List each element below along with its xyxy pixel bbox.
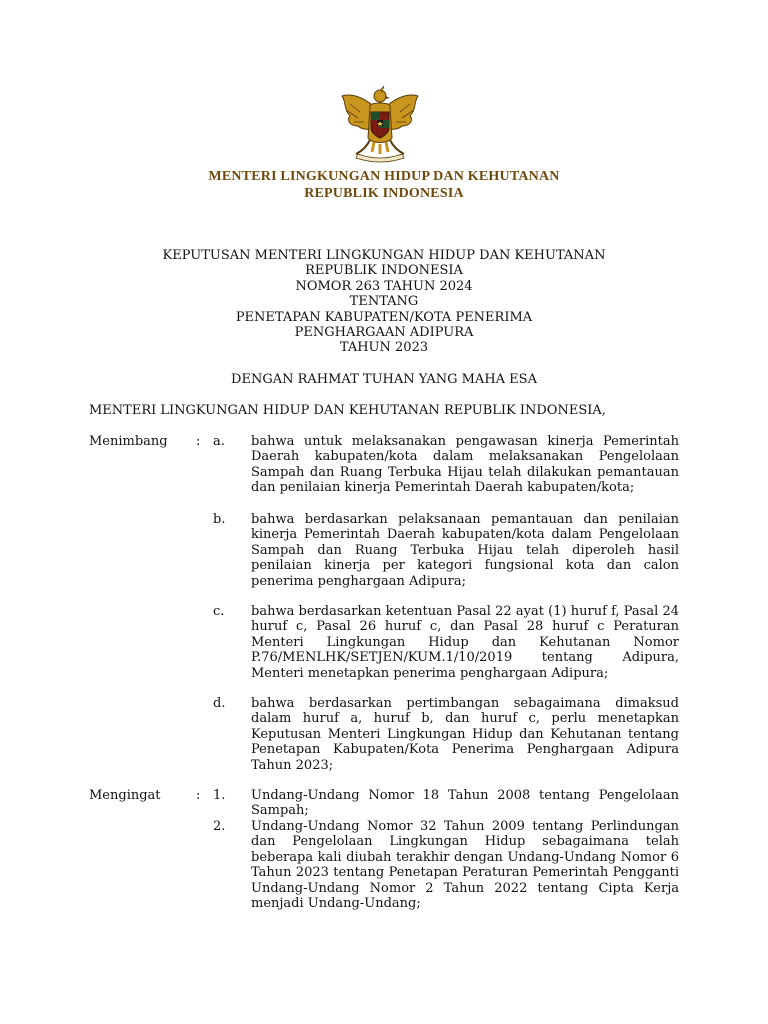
title-line: NOMOR 263 TAHUN 2024 <box>295 278 473 294</box>
item-marker: 1. <box>213 788 226 803</box>
title-line: TENTANG <box>349 294 419 310</box>
item-marker: b. <box>213 512 226 527</box>
garuda-pancasila-emblem-icon <box>330 82 430 164</box>
ministry-name-line1: MENTERI LINGKUNGAN HIDUP DAN KEHUTANAN <box>208 169 560 184</box>
minister-heading: MENTERI LINGKUNGAN HIDUP DAN KEHUTANAN REPUBLIK INDONESIA, <box>89 403 606 418</box>
item-marker: d. <box>213 696 226 711</box>
title-line: PENETAPAN KABUPATEN/KOTA PENERIMA <box>235 309 533 325</box>
item-marker: a. <box>213 434 225 449</box>
preamble: DENGAN RAHMAT TUHAN YANG MAHA ESA <box>231 372 537 387</box>
menimbang-item-d: bahwa berdasarkan pertimbangan sebagaimana dimaksud dalam huruf a, huruf b, dan huruf c, perlu menetapkan Keputusan Menteri Lingkungan Hidup dan Kehutanan tentang Penetapan Kabupaten/Kota Penerima Penghargaan Adipura Tahun 2023; <box>251 696 679 773</box>
mengingat-item-2: Undang-Undang Nomor 32 Tahun 2009 tentang Perlindungan dan Pengelolaan Lingkungan Hidup sebagaimana telah beberapa kali diubah terakhir dengan Undang-Undang Nomor 6 Tahun 2023 tentang Penetapan Peraturan Pemerintah Pengganti Undang-Undang Nomor 2 Tahun 2022 tentang Cipta Kerja menjadi Undang-Undang; <box>251 819 679 912</box>
decree-title <box>0 248 768 356</box>
menimbang-item-a: bahwa untuk melaksanakan pengawasan kinerja Pemerintah Daerah kabupaten/kota dalam melaksanakan Pengelolaan Sampah dan Ruang Terbuka Hijau telah dilakukan pemantauan dan penilaian kinerja Pemerintah Daerah kabupaten/kota; <box>251 434 679 496</box>
menimbang-label: Menimbang <box>89 434 168 449</box>
menimbang-colon: : <box>196 434 201 449</box>
menimbang-item-c: bahwa berdasarkan ketentuan Pasal 22 ayat (1) huruf f, Pasal 24 huruf c, Pasal 26 huruf c, dan Pasal 28 huruf c Peraturan Menteri Lingkungan Hidup dan Kehutanan Nomor P.76/MENLHK/SETJEN/KUM.1/10/2019 tentang Adipura, Menteri menetapkan penerima penghargaan Adipura; <box>251 604 679 681</box>
title-line: PENGHARGAAN ADIPURA <box>294 325 474 341</box>
mengingat-label: Mengingat <box>89 788 161 803</box>
title-line: REPUBLIK INDONESIA <box>305 263 463 279</box>
title-line: TAHUN 2023 <box>339 340 429 356</box>
item-marker: 2. <box>213 819 226 834</box>
mengingat-colon: : <box>196 788 201 803</box>
item-marker: c. <box>213 604 225 619</box>
menimbang-item-b: bahwa berdasarkan pelaksanaan pemantauan dan penilaian kinerja Pemerintah Daerah kabupaten/kota dalam Pengelolaan Sampah dan Ruang Terbuka Hijau telah diperoleh hasil penilaian kinerja per kategori fungsional kota dan calon penerima penghargaan Adipura; <box>251 512 679 589</box>
mengingat-item-1: Undang-Undang Nomor 18 Tahun 2008 tentang Pengelolaan Sampah; <box>251 788 679 819</box>
ministry-name-line2: REPUBLIK INDONESIA <box>304 186 464 201</box>
title-line: KEPUTUSAN MENTERI LINGKUNGAN HIDUP DAN KEHUTANAN <box>162 248 606 263</box>
